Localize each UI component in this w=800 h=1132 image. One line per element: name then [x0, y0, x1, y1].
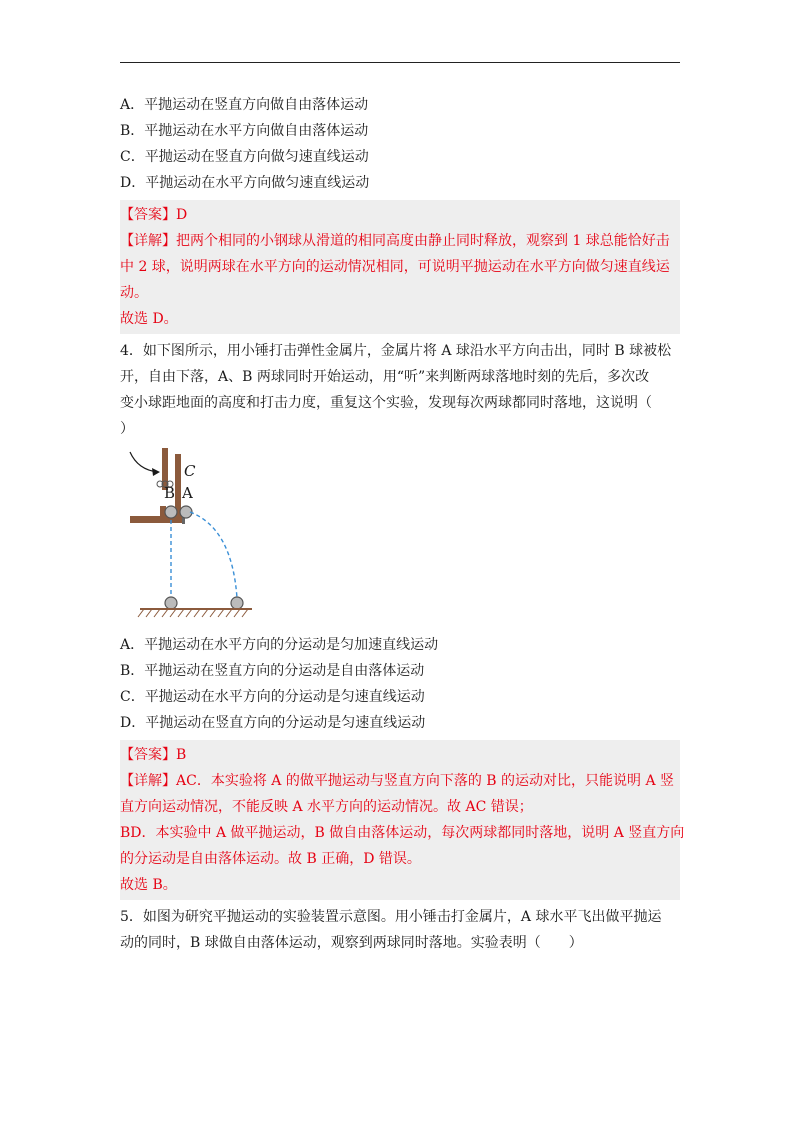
arrow-head	[152, 468, 160, 476]
q4-answer-box	[120, 740, 685, 900]
q3-answer: 【答案】D	[120, 207, 188, 223]
q4-option-b: B．平抛运动在竖直方向的分运动是自由落体运动	[120, 663, 425, 679]
q5-stem-line: 5．如图为研究平抛运动的实验装置示意图。用小锤击打金属片，A 球水平飞出做平抛运	[120, 909, 662, 925]
q4-detail-line: 的分运动是自由落体运动。故 B 正确，D 错误。	[120, 851, 421, 867]
q3-detail-line: 【详解】把两个相同的小钢球从滑道的相同高度由静止同时释放，观察到 1 球总能恰好击	[120, 233, 670, 249]
q4-option-c: C．平抛运动在水平方向的分运动是匀速直线运动	[120, 689, 425, 705]
q4-answer: 【答案】B	[120, 747, 187, 763]
label-b: B	[164, 484, 176, 502]
q3-detail-line: 故选 D。	[120, 311, 178, 327]
q3-detail-line: 动。	[120, 285, 148, 301]
q3-detail-line: 中 2 球，说明两球在水平方向的运动情况相同，可说明平抛运动在水平方向做匀速直线运	[120, 259, 670, 275]
q4-stem-line: 变小球距地面的高度和打击力度，重复这个实验，发现每次两球都同时落地，这说明（	[120, 395, 652, 411]
ball-a-landed	[231, 597, 243, 609]
ball-b-landed	[165, 597, 177, 609]
label-a: A	[182, 484, 193, 502]
q4-stem	[120, 338, 680, 442]
q4-stem-line: ）	[120, 421, 134, 437]
q3-option-b: B．平抛运动在水平方向做自由落体运动	[120, 123, 369, 139]
ground-hatch	[138, 609, 248, 617]
label-c: C	[184, 462, 196, 480]
q4-stem-line: 4．如下图所示，用小锤打击弹性金属片，金属片将 A 球沿水平方向击出，同时 B 球被松	[120, 343, 672, 359]
q5-stem	[120, 904, 680, 956]
header-rule	[120, 62, 680, 63]
q4-stem-line: 开，自由下落，A、B 两球同时开始运动，用“听”来判断两球落地时刻的先后，多次改	[120, 369, 650, 385]
q4-option-d: D．平抛运动在竖直方向的分运动是匀速直线运动	[120, 715, 426, 731]
experiment-apparatus-diagram	[120, 448, 320, 624]
q4-detail-line: 直方向运动情况，不能反映 A 水平方向的运动情况。故 AC 错误；	[120, 799, 533, 815]
q4-option-a: A．平抛运动在水平方向的分运动是匀加速直线运动	[120, 637, 439, 653]
q4-detail-line: 【详解】AC．本实验将 A 的做平抛运动与竖直方向下落的 B 的运动对比，只能说明 A 竖	[120, 773, 675, 789]
post-c	[175, 454, 181, 516]
page-content	[120, 92, 685, 956]
q4-detail-line: BD．本实验中 A 做平抛运动，B 做自由落体运动，每次两球都同时落地，说明 A 竖直方向	[120, 825, 685, 841]
q4-detail-line: 故选 B。	[120, 877, 177, 893]
q3-option-a: A．平抛运动在竖直方向做自由落体运动	[120, 97, 369, 113]
q5-stem-line: 动的同时，B 球做自由落体运动，观察到两球同时落地。实验表明（ ）	[120, 935, 583, 951]
projectile-path	[190, 512, 237, 598]
q3-answer-box	[120, 200, 680, 334]
ball-b	[165, 506, 177, 518]
q4-figure	[120, 448, 680, 624]
q3-option-d: D．平抛运动在水平方向做匀速直线运动	[120, 175, 370, 191]
q3-option-c: C．平抛运动在竖直方向做匀速直线运动	[120, 149, 369, 165]
